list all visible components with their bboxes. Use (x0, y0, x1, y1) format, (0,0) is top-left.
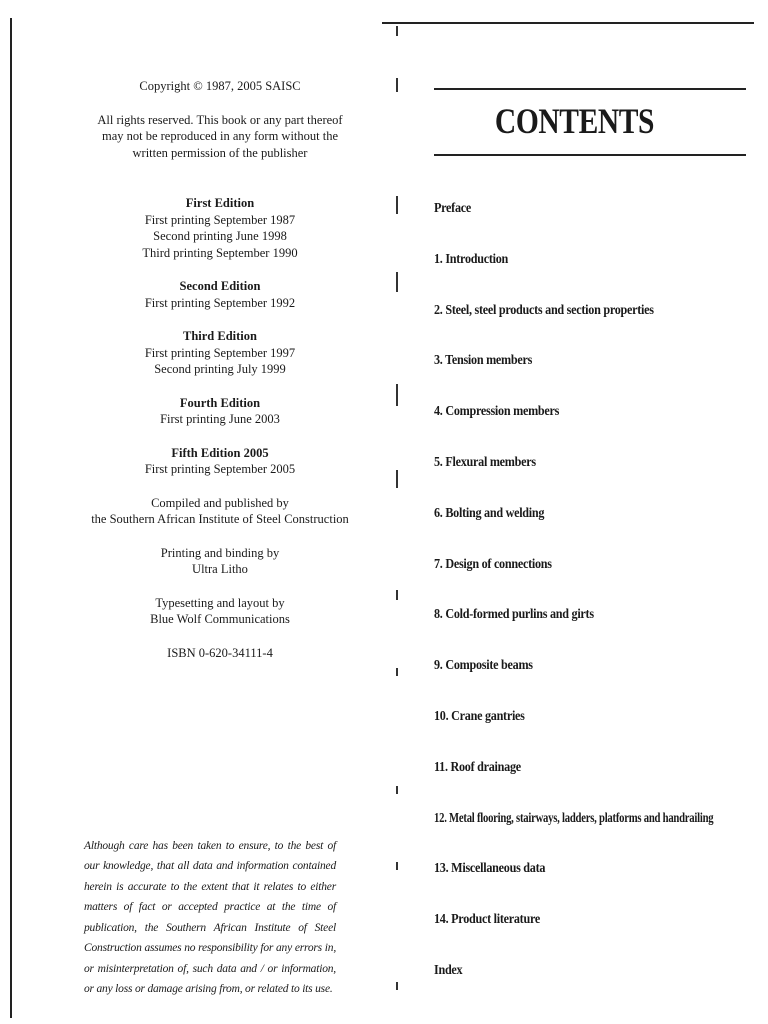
toc-item-8: 8. Cold-formed purlins and girts (434, 606, 594, 622)
printer-name: Ultra Litho (192, 562, 248, 576)
edition-title: Fifth Edition 2005 (171, 445, 269, 460)
toc-item-3: 3. Tension members (434, 352, 533, 368)
rights-line: All rights reserved. This book or any part thereof (97, 112, 343, 127)
header-rule-bottom (434, 154, 746, 156)
edition-title: Fourth Edition (179, 395, 261, 410)
page-edge-line (10, 18, 12, 1018)
printing-credit-line: Printing and binding by (160, 545, 280, 560)
toc-item-6: 6. Bolting and welding (434, 504, 545, 520)
contents-header (434, 88, 746, 158)
rights-line: written permission of the publisher (132, 145, 308, 160)
edition-title: Second Edition (179, 279, 261, 293)
imprint-block (70, 78, 370, 661)
printing-line: First printing September 2005 (144, 462, 296, 476)
printing-line: First printing September 1997 (144, 345, 296, 360)
printing-line: Second printing June 1998 (153, 229, 287, 243)
toc-item-7: 7. Design of connections (434, 555, 552, 571)
toc-item-1: 1. Introduction (434, 250, 509, 266)
typesetting-credit-line: Typesetting and layout by (155, 595, 285, 610)
toc-item-preface: Preface (434, 200, 472, 215)
toc-item-4: 4. Compression members (434, 403, 560, 419)
compiled-line: Compiled and published by (151, 495, 289, 510)
toc-item-11: 11. Roof drainage (434, 758, 521, 774)
typesetter-name: Blue Wolf Communications (150, 612, 290, 626)
publisher-name: the Southern African Institute of Steel Construction (91, 512, 349, 526)
edition-title: Third Edition (183, 329, 257, 343)
toc-item-5: 5. Flexural members (434, 453, 536, 469)
header-rule-top (434, 88, 746, 90)
printing-line: Third printing September 1990 (142, 245, 298, 260)
toc-item-index: Index (434, 961, 463, 977)
printing-line: First printing June 2003 (160, 412, 280, 426)
printing-line: First printing September 1987 (144, 212, 296, 227)
printing-line: Second printing July 1999 (154, 362, 286, 376)
printing-line: First printing September 1992 (144, 295, 296, 310)
table-of-contents (434, 198, 754, 1011)
toc-item-10: 10. Crane gantries (434, 707, 525, 723)
edition-title: First Edition (185, 196, 255, 210)
isbn: ISBN 0-620-34111-4 (167, 645, 273, 660)
contents-title: CONTENTS (494, 101, 654, 141)
toc-item-14: 14. Product literature (434, 911, 540, 927)
toc-item-13: 13. Miscellaneous data (434, 860, 546, 876)
copyright-notice: Copyright © 1987, 2005 SAISC (139, 79, 301, 93)
rights-line: may not be reproduced in any form without the (101, 129, 339, 143)
disclaimer-paragraph: Although care has been taken to ensure, to the best of our knowledge, that all data and information contained herein is accurate to the extent that it relates to either matters of fact or accepted practice at the time of publication, the Southern African Institute of Steel Construction assumes no responsibility for any errors in, or misinterpretation of, such data and / or information, or any loss or damage arising from, or related to its use. (84, 839, 336, 995)
toc-item-2: 2. Steel, steel products and section properties (434, 301, 654, 317)
toc-item-12: 12. Metal flooring, stairways, ladders, platforms and handrailing (434, 809, 714, 825)
toc-item-9: 9. Composite beams (434, 657, 533, 673)
